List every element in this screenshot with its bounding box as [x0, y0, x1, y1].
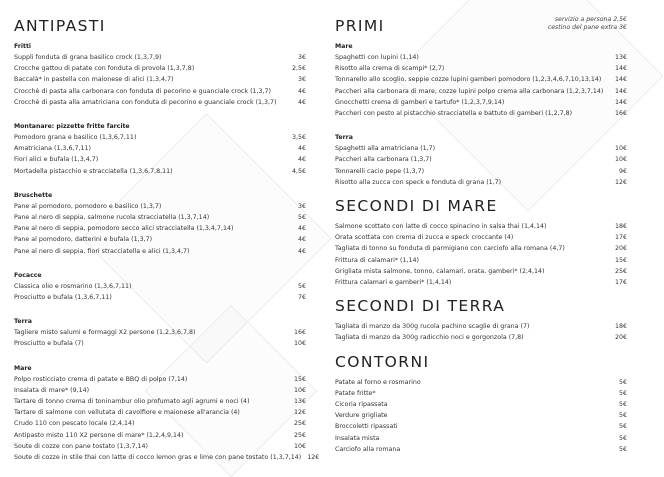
menu-item-name: Gnocchetti crema di gamberi e tartufo* (1,2,3,7,9,14): [335, 98, 505, 106]
menu-item-name: Paccheri alla carbonara di mare, cozze lupini polpo crema alla carbonara (1,2,3,7,14): [335, 87, 604, 95]
menu-item: [335, 166, 627, 177]
menu-item-name: Insalata di mare* (9,14): [14, 386, 90, 394]
menu-item-name: Amatriciana (1,3,6,7,11): [14, 145, 91, 153]
menu-item: [14, 292, 306, 303]
menu-item-name: Grigliata mista salmone, tonno, calamari, orata, gamberi* (2,4,14): [335, 267, 545, 275]
menu-item-name: Cicoria ripassata: [335, 401, 388, 409]
menu-item-name: Baccalà* in pastella con maionese di alici (1,3,4,7): [14, 76, 174, 84]
menu-item-price: 14€: [614, 98, 627, 106]
menu-item: [14, 212, 306, 223]
menu-item-name: Fiori alici e bufala (1,3,4,7): [14, 156, 99, 164]
menu-item-name: Frittura calamari e gamberi* (1,4,14): [335, 279, 452, 287]
menu-item: [335, 243, 627, 254]
menu-item: [14, 74, 306, 85]
menu-item-price: 10€: [293, 340, 306, 348]
menu-item-name: Spaghetti alla amatriciana (1,7): [335, 145, 436, 153]
menu-item: [335, 410, 627, 421]
menu-item-price: 5€: [297, 214, 306, 222]
menu-item-name: Tonnarelli cacio pepe (1,3,7): [335, 167, 425, 175]
menu-item: [335, 154, 627, 165]
menu-item-name: Crocchè di pasta alla carbonara con fonduta di pecorino e guanciale crock (1,3,7): [14, 87, 272, 95]
menu-item: [14, 338, 306, 349]
menu-item-price: 3€: [297, 76, 306, 84]
menu-item-name: Tartare di tonno crema di toninambur olio profumato agli agrumi e noci (4): [14, 398, 250, 406]
menu-item-name: Classica olio e rosmarino (1,3,6,7,11): [14, 282, 132, 290]
menu-item: [14, 234, 306, 245]
menu-item-price: 13€: [293, 398, 306, 406]
menu-item: [14, 143, 306, 154]
menu-item: [335, 332, 627, 343]
menu-item-name: Crudo 110 con pescato locale (2,4,14): [14, 420, 135, 428]
menu-item-price: 10€: [293, 442, 306, 450]
menu-item-name: Pane al pomodoro, pomodoro e basilico (1,3,7): [14, 202, 162, 210]
menu-item: [14, 63, 306, 74]
menu-item-name: Pomodoro grana e basilico (1,3,6,7,11): [14, 134, 137, 142]
antipasti-title: ANTIPASTI: [14, 17, 106, 35]
menu-item-name: Carciofo alla romana: [335, 445, 401, 453]
menu-item-name: Salmone scottato con latte di cocco spinacino in salsa thai (1,4,14): [335, 223, 547, 231]
menu-item: [335, 266, 627, 277]
menu-item: [335, 421, 627, 432]
menu-item-name: Verdure grigliate: [335, 412, 388, 420]
menu-item: [14, 430, 306, 441]
menu-item: [335, 52, 627, 63]
menu-item: [14, 246, 306, 257]
menu-item: [14, 201, 306, 212]
menu-group-title: Montanare: pizzette fritte farcite: [14, 123, 130, 131]
menu-item-price: 16€: [293, 329, 306, 337]
menu-item-price: 5€: [618, 445, 627, 453]
menu-group-title: Fritti: [14, 43, 32, 50]
menu-item-name: Polpo rosticciato crema di patate e BBQ di polpo (7,14): [14, 375, 188, 383]
secondi-mare-title: SECONDI DI MARE: [335, 197, 498, 216]
secondi-terra-items: [335, 321, 627, 343]
menu-item-name: Soute di cozze in stile thai con latte di cocco lemon gras e lime con pane tostato (1,3,7,14): [14, 454, 302, 462]
menu-group: [14, 190, 306, 257]
menu-item-price: 20€: [614, 245, 627, 253]
menu-item: [335, 377, 627, 388]
menu-item-name: Mortadella pistacchio e stracciatella (1,3,6,7,8,11): [14, 167, 173, 175]
menu-group-title: Focacce: [14, 271, 42, 279]
menu-item-name: Tagliata di manzo da 300g radicchio noci e gorgonzola (7,8): [335, 334, 524, 342]
contorni-title: CONTORNI: [335, 352, 430, 371]
menu-item: [14, 281, 306, 292]
menu-group: [335, 41, 627, 119]
right-column: [335, 10, 627, 455]
menu-item-price: 10€: [614, 145, 627, 153]
menu-item-price: 15€: [614, 256, 627, 264]
menu-item-price: 20€: [614, 334, 627, 342]
menu-item-price: 5€: [618, 389, 627, 397]
menu-item: [335, 433, 627, 444]
menu-item-price: 17€: [614, 234, 627, 242]
menu-item-price: 18€: [614, 223, 627, 231]
menu-group: [14, 121, 306, 177]
antipasti-column: [14, 10, 320, 463]
menu-item-price: 12€: [614, 178, 627, 186]
menu-item-price: 12€: [307, 454, 320, 462]
menu-item-name: Orata scottata con crema di zucca e speck croccante (4): [335, 234, 514, 242]
menu-item: [14, 52, 306, 63]
menu-item-name: Paccheri con pesto al pistacchio stracciatella e battuto di gamberi (1,2,7,8): [335, 110, 573, 118]
menu-item-price: 16€: [614, 110, 627, 118]
menu-item: [14, 97, 306, 108]
menu-item: [335, 321, 627, 332]
menu-item-name: Pane al nero di seppia, pomodoro secco alici stracciatella (1,3,4,7,14): [14, 225, 234, 233]
menu-item-price: 2,5€: [291, 65, 306, 73]
service-charge-note: servizio a persona 2,5€: [554, 16, 627, 23]
menu-item-price: 25€: [293, 431, 306, 439]
menu-item: [335, 63, 627, 74]
menu-item: [335, 108, 627, 119]
menu-item-price: 15€: [293, 375, 306, 383]
menu-item-price: 3,5€: [291, 134, 306, 142]
menu-item: [335, 177, 627, 188]
primi-groups: [335, 41, 627, 188]
menu-item-price: 5€: [618, 412, 627, 420]
menu-item: [335, 399, 627, 410]
menu-item-price: 4€: [297, 87, 306, 95]
menu-item-price: 14€: [614, 87, 627, 95]
menu-item-price: 25€: [614, 267, 627, 275]
menu-item-price: 4€: [297, 225, 306, 233]
menu-item-price: 17€: [614, 279, 627, 287]
menu-item-name: Patate al forno e rosmarino: [335, 378, 421, 386]
menu-item-name: Antipasto misto 110 X2 persone di mare* (1,2,4,9,14): [14, 431, 184, 439]
menu-item-price: 4€: [297, 236, 306, 244]
menu-item-price: 14€: [614, 65, 627, 73]
menu-item-price: 18€: [614, 323, 627, 331]
menu-item-name: Patate fritte*: [335, 389, 376, 397]
menu-item: [14, 452, 320, 463]
menu-item-price: 5€: [618, 378, 627, 386]
menu-item-name: Pane al nero di seppia, fiori stracciatella e alici (1,3,4,7): [14, 247, 190, 255]
menu-item: [335, 74, 627, 85]
menu-group-title: Terra: [335, 134, 353, 142]
menu-item-price: 9€: [618, 167, 627, 175]
menu-item-price: 4€: [297, 98, 306, 106]
menu-item: [14, 374, 306, 385]
menu-item-price: 5€: [618, 423, 627, 431]
menu-group-title: Terra: [14, 318, 32, 326]
menu-item: [14, 407, 306, 418]
antipasti-groups: [14, 41, 320, 463]
menu-item-price: 4€: [297, 156, 306, 164]
menu-item-name: Insalata mista: [335, 434, 380, 442]
secondi-terra-title: SECONDI DI TERRA: [335, 297, 506, 316]
menu-item-name: Tonnarello allo scoglio, seppie cozze lupini gamberi pomodoro (1,2,3,4,6,7,10,13,14): [335, 76, 602, 84]
menu-group: [14, 316, 306, 349]
menu-item-price: 4€: [297, 247, 306, 255]
menu-item: [335, 143, 627, 154]
menu-item-name: Crocche gattou di patate con fonduta di provola (1,3,7,8): [14, 65, 195, 73]
menu-group: [335, 132, 627, 188]
menu-item: [335, 232, 627, 243]
menu-item-name: Tagliere misto salumi e formaggi X2 persone (1,2,3,6,7,8): [14, 329, 196, 337]
bread-basket-note: cestino del pane extra 3€: [547, 24, 627, 31]
contorni-items: [335, 377, 627, 455]
menu-item: [14, 86, 306, 97]
menu-item-name: Tagliata di manzo da 300g rucola pachino scaglie di grana (7): [335, 323, 530, 331]
menu-item-price: 7€: [297, 294, 306, 302]
menu-item-price: 3€: [297, 202, 306, 210]
service-note: [548, 16, 627, 32]
menu-item-price: 3€: [297, 54, 306, 61]
menu-item-name: Risotto alla zucca con speck e fonduta di grana (1,7): [335, 178, 502, 186]
menu-group: [14, 363, 320, 464]
menu-item-price: 4,5€: [291, 167, 306, 175]
menu-item-name: Frittura di calamari* (1,14): [335, 256, 419, 264]
menu-item: [14, 327, 306, 338]
menu-item: [14, 418, 306, 429]
primi-title: PRIMI: [335, 17, 385, 35]
menu-item-name: Pane al pomodoro, datterini e bufala (1,3,7): [14, 236, 153, 244]
menu-item-price: 25€: [293, 420, 306, 428]
menu-item: [335, 444, 627, 455]
menu-item: [335, 221, 627, 232]
menu-item-price: 10€: [614, 156, 627, 164]
menu-item-name: Suppli fonduta di grana basilico crock (1,3,7,9): [14, 54, 162, 61]
menu-group-title: Mare: [14, 364, 32, 372]
menu-item-name: Spaghetti con lupini (1,14): [335, 54, 419, 61]
menu-item-name: Tagliata di tonno su fonduta di parmigiano con carciofo alla romana (4,7): [335, 245, 565, 253]
menu-item-name: Prosciutto e bufala (7): [14, 340, 84, 348]
menu-item: [335, 97, 627, 108]
menu-item-name: Risotto alla crema di scampi* (2,7): [335, 65, 445, 73]
menu-item-name: Paccheri alla carbonara (1,3,7): [335, 156, 432, 164]
menu-group: [14, 41, 306, 108]
menu-item: [335, 388, 627, 399]
menu-item-price: 12€: [293, 409, 306, 417]
menu-item: [14, 132, 306, 143]
menu-item-price: 13€: [614, 54, 627, 61]
menu-item-name: Broccoletti ripassati: [335, 423, 398, 431]
menu-group-title: Mare: [335, 43, 353, 50]
menu-item-name: Tartare di salmone con vellutata di cavolfiore e maionese all'arancia (4): [14, 409, 240, 417]
menu-item-name: Pane al nero di seppia, salmone rucola stracciatella (1,3,7,14): [14, 214, 210, 222]
menu-item-name: Prosciutto e bufala (1,3,6,7,11): [14, 294, 112, 302]
menu-item: [14, 396, 306, 407]
menu-item: [14, 223, 306, 234]
menu-item-name: Soute di cozze con pane tostato (1,3,7,14): [14, 442, 148, 450]
menu-item: [14, 166, 306, 177]
menu-item-name: Crocchè di pasta alla amatriciana con fonduta di pecorino e guanciale crock (1,3,7): [14, 98, 277, 106]
menu-group: [14, 270, 306, 303]
menu-item: [335, 277, 627, 288]
menu-item-price: 5€: [297, 282, 306, 290]
menu-item: [335, 255, 627, 266]
menu-item-price: 5€: [618, 401, 627, 409]
secondi-mare-items: [335, 221, 627, 288]
menu-item: [335, 86, 627, 97]
menu-item-price: 5€: [618, 434, 627, 442]
menu-group-title: Bruschette: [14, 191, 53, 199]
menu-item: [14, 441, 306, 452]
menu-item: [14, 154, 306, 165]
menu-item-price: 10€: [293, 386, 306, 394]
menu-item-price: 14€: [614, 76, 627, 84]
menu-item: [14, 385, 306, 396]
menu-item-price: 4€: [297, 145, 306, 153]
